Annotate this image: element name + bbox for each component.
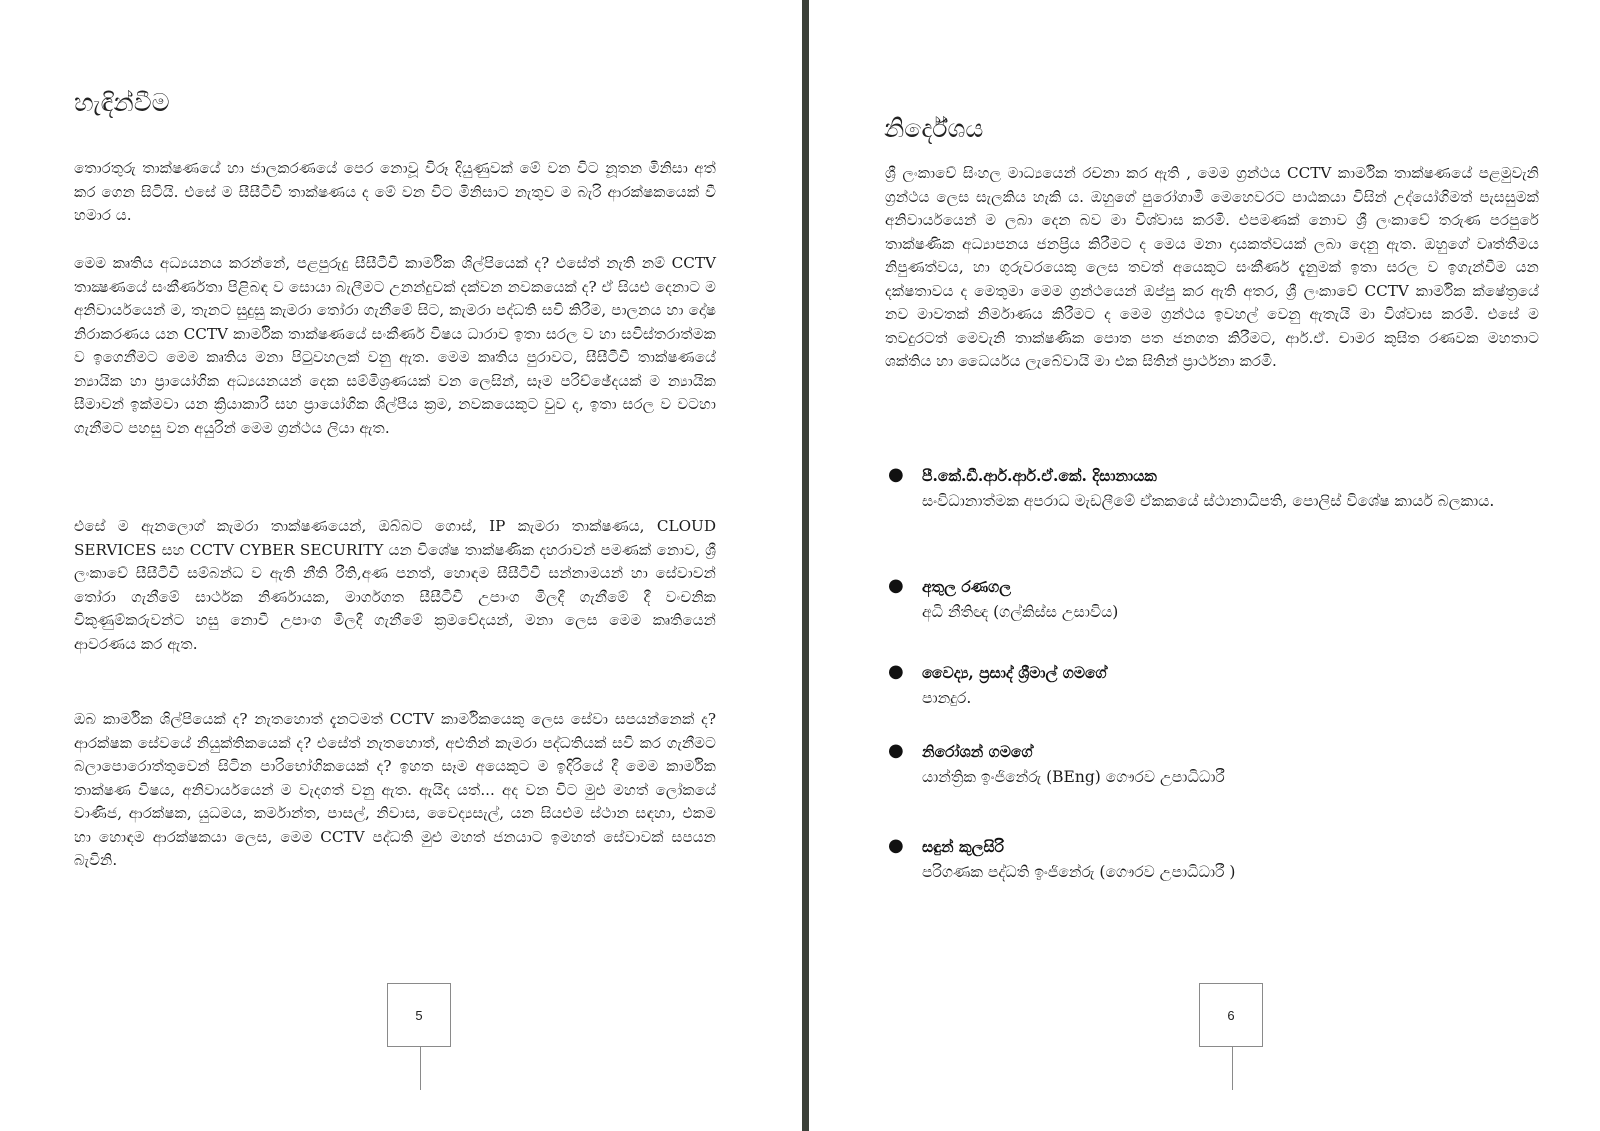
recommender-title: යාන්ත්‍රික ඉංජිනේරු (BEng) ගෞරව උපාධිධාරී [922, 768, 1225, 786]
recommender-name: නිරෝශන් ගමගේ [922, 742, 1033, 761]
recommender-name: සඳුන් කුලසිරි [922, 837, 1004, 856]
bullet-icon: ● [888, 740, 904, 761]
page-number: 5 [415, 1007, 423, 1023]
recommender-name: පී.කේ.ඩී.ආර්.ආර්.ඒ.කේ. දිසානායක [922, 466, 1157, 485]
bullet-icon: ● [888, 464, 904, 485]
body-paragraph: එසේ ම ඇනලොග් කැමරා තාක්ෂණයෙන්, ඔබ්බට ගොස්, IP කැමරා තාක්ෂණය, CLOUD SERVICES සහ CCTV CYBER SECURITY යන විශේෂ තාක්ෂණික දහරාවන් පමණක් නොව, ශ්‍රී ලංකාවේ සීසීටීවී සම්බන්ධ ව ඇති නීති රීති,අණ පනත්, හොඳම සීසීටීවී සන්නාමයන් හා සේවාවන් තෝරා ගැනීමේ සාර්ථක නිර්ණායක, මාර්ගගත සීසීටීවී උපාංග මිලදී ගැනීමේ දී වංචනික විකුණුම්කරුවන්ට හසු නොවී උපාංග මිලදී ගැනීමේ ක්‍රමවේදයන්, මනා ලෙස මෙම කෘතියෙන් ආවරණය කර ඇත. [74, 517, 716, 653]
recommender-title: සංවිධානාත්මක අපරාධ මැඩලීමේ ඒකකයේ ස්ථානාධිපති, පොලිස් විශේෂ කාර්ය බලකාය. [922, 492, 1495, 510]
body-paragraph: මෙම කෘතිය අධ්‍යයනය කරන්නේ, පළපුරුදු සීසීටීවී කාර්මික ශිල්පියෙක් ද? එසේත් නැති නම් CCTV තාක්‍ෂණයේ සංකීර්ණතා පිළිබඳ ව සොයා බැලීමට උනන්දුවක් දක්වන නවකයෙක් ද? ඒ සියළු දෙනාට ම අනිවාර්යයෙන් ම, තැනට සුදුසු කැමරා තෝරා ගැනීමේ සිට, කැමරා පද්ධති සවි කිරීම, පාලනය හා දෝෂ නිරාකරණය යන CCTV කාර්මික තාක්ෂණයේ සංකීර්ණ විෂය ධාරාව ඉතා සරල ව හා සවිස්තරාත්මක ව ඉගෙනීමට මෙම කෘතිය මනා පිටුවහලක් වනු ඇත. මෙම කෘතිය පුරාවට, සීසීටීවී තාක්ෂණයේ න්‍යායික හා ප්‍රායෝගික අධ්‍යයනයන් දෙක සම්මිශ්‍රණයක් වන ලෙසින්, සෑම පරිච්ඡේදයක් ම න්‍යායික සීමාවන් ඉක්මවා යන ක්‍රියාකාරී සහ ප්‍රායෝගික ශිල්පීය ක්‍රම, නවකයෙකුට වුව ද, ඉතා සරල ව වටහා ගැනීමට පහසු වන අයුරින් මෙම ග්‍රන්ථය ලියා ඇත. [74, 254, 716, 437]
page-number-stem [420, 1047, 421, 1090]
bullet-icon: ● [888, 575, 904, 596]
recommender-title: අධි නීතිඥ (ගල්කිස්ස උසාවිය) [922, 603, 1119, 621]
page-number-box [387, 983, 451, 1047]
recommender-name: වෛද්‍ය, ප්‍රසාද් ශ්‍රීමාල් ගමගේ [922, 663, 1107, 682]
recommender-title: පරිගණක පද්ධති ඉංජිනේරු (ගෞරව උපාධිධාරී ) [922, 863, 1236, 881]
page-title-recommendation: නිර්දේශය [884, 114, 984, 143]
page-number-stem [1232, 1047, 1233, 1090]
recommender-name: අතුල රණගල [922, 577, 1012, 596]
body-paragraph: තොරතුරු තාක්ෂණයේ හා ජාලකරණයේ පෙර නොවූ විරූ දියුණුවක් මේ වන විට නූතන මිනිසා අත් කර ගෙන සිටියි. එසේ ම සීසීටීවී තාක්ෂණය ද මේ වන විට මිනිසාට නැතුව ම බැරි ආරක්ෂකයෙක් වී හමාර ය. [74, 159, 716, 224]
recommendation-paragraph: ශ්‍රී ලංකාවේ සිංහල මාධ්‍යයෙන් රචනා කර ඇති , මෙම ග්‍රන්ථය CCTV කාර්මික තාක්ෂණයේ පළමුවැනි ග්‍රන්ථය ලෙස සැලකිය හැකි ය. ඔහුගේ පුරෝගාමී මෙහෙවරට පාඨකයා විසින් උද්යෝගිමත් පැසසුමක් අනිවාර්යයෙන් ම ලබා දෙන බව මා විශ්වාස කරමි. එපමණක් නොව ශ්‍රී ලංකාවේ තරුණ පරපුරේ තාක්ෂණික අධ්‍යාපනය ජනප්‍රිය කිරීමට ද මෙය මනා දායකත්වයක් ලබා දෙනු ඇත. ඔහුගේ වෘත්තීමය නිපුණත්වය, හා ගුරුවරයෙකු ලෙස තවත් අයෙකුට සංකීර්ණ දැනුමක් ඉතා සරල ව ඉගැන්වීම යන දක්ෂතාවය ද මෙතුමා මෙම ග්‍රන්ථයෙන් ඔප්පු කර ඇති අතර, ශ්‍රී ලංකාවේ CCTV කාර්මික ක්ෂේත්‍රයේ නව මාවතක් නිර්මාණය කිරීමට ද මෙම ග්‍රන්ථය ඉවහල් වෙනු ඇතැයි මා විශ්වාස කරමි. එසේ ම තවදුරටත් මෙවැනි තාක්ෂණික පොත පත ජනගත කිරීමට, ආර්.ඒ. චාමර කුසිත රණවක මහතාට ශක්තිය හා ධෛර්යය ලැබේවායි මා එක සිතින් ප්‍රාර්ථනා කරමි. [885, 164, 1539, 370]
bullet-icon: ● [888, 661, 904, 682]
bullet-icon: ● [888, 835, 904, 856]
page-title-introduction: හැඳින්වීම [74, 88, 170, 117]
body-paragraph: ඔබ කාර්මික ශිල්පියෙක් ද? නැතහොත් දැනටමත් CCTV කාර්මිකයෙකු ලෙස සේවා සපයන්නෙක් ද? ආරක්ෂක සේවයේ නියුක්තිකයෙක් ද? එසේත් නැතහොත්, අළුතින් කැමරා පද්ධතියක් සවි කර ගැනීමට බලාපොරොත්තුවෙන් සිටින පාරිභෝගිකයෙක් ද? ඉහත සෑම අයෙකුට ම ඉදිරියේ දී මෙම කාර්මික තාක්ෂණ විෂය, අනිවාර්යයෙන් ම වැදගත් වනු ඇත. ඇයිද යත්... අද වන විට මුළු මහත් ලෝකයේ වාණිජ, ආරක්ෂක, යුධමය, කර්මාන්ත, පාසල්, නිවාස, වෛද්‍යසැල්, යන සියළුම ස්ථාන සඳහා, එකම හා හොඳම ආරක්ෂකයා ලෙස, මෙම CCTV පද්ධති මුළු මහත් ජනයාට ඉමහත් සේවාවක් සපයන බැවිනි. [74, 710, 716, 869]
page-number-box [1199, 983, 1263, 1047]
recommender-title: පානදුර. [922, 689, 972, 707]
book-spine [802, 0, 809, 1131]
page-number: 6 [1227, 1007, 1235, 1023]
right-page [812, 0, 1600, 1131]
